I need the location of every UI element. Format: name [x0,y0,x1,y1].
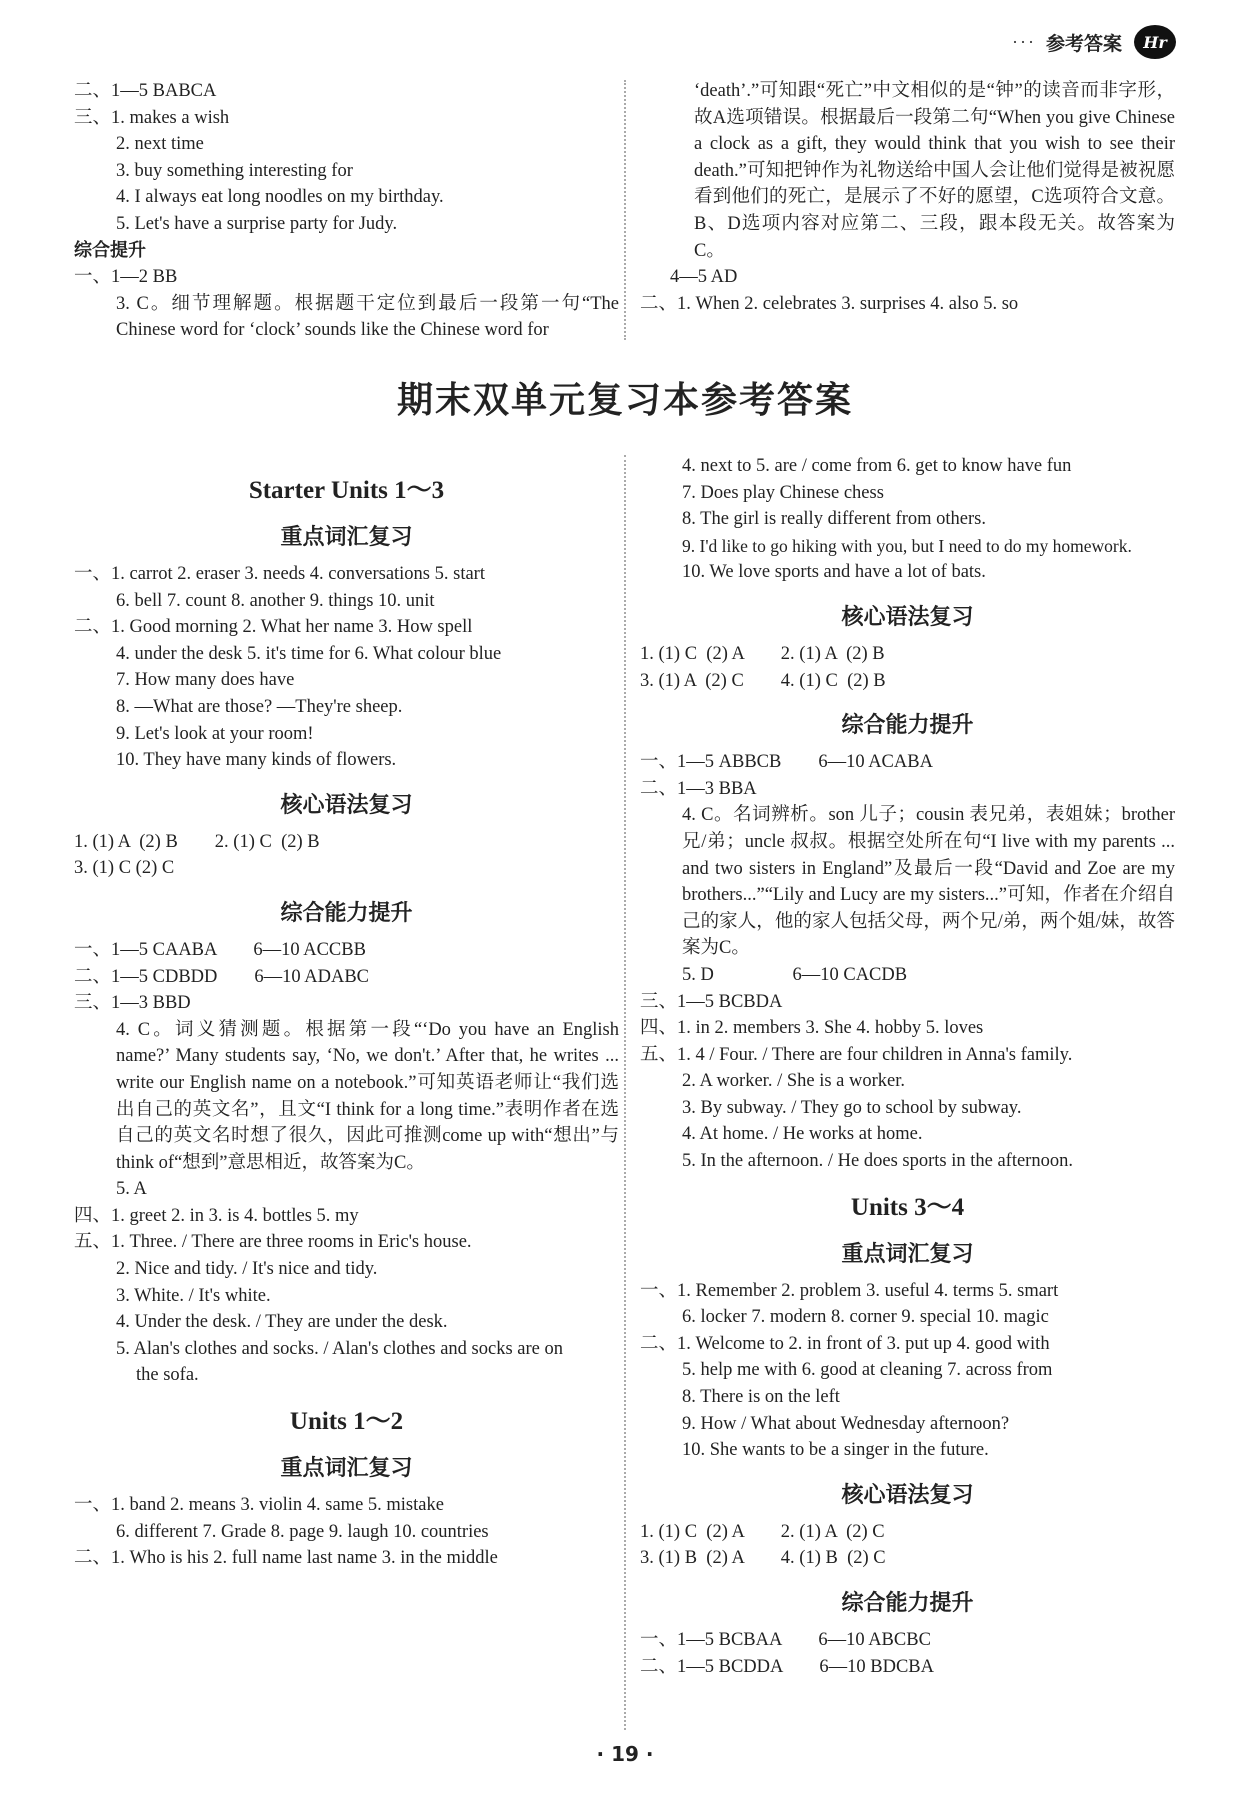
answer-line: 二、1. Welcome to 2. in front of 3. put up 4. good with [640,1333,1050,1354]
right-column [640,453,1175,1680]
column-divider-main [624,455,626,1730]
answer-line: 五、1. Three. / There are three rooms in Eric's house. [74,1232,472,1253]
answer-line: 8. The girl is really different from others. [682,509,986,530]
answer-line: 10. She wants to be a singer in the future. [682,1440,989,1461]
answer-line: 二、1. Good morning 2. What her name 3. How spell [74,617,473,638]
answer-line: 3. buy something interesting for [116,160,353,181]
answer-line: 4. I always eat long noodles on my birthday. [116,187,444,208]
answer-line: 1. (1) A (2) B 2. (1) C (2) B [74,831,320,852]
answer-line: 4. At home. / He works at home. [682,1124,923,1145]
svg-text:Hr: Hr [1143,33,1167,52]
answer-line: 10. They have many kinds of flowers. [116,750,397,771]
answer-line: 二、1. Who is his 2. full name last name 3. in the middle [74,1548,498,1569]
answer-line: 2. A worker. / She is a worker. [682,1071,906,1092]
header-dots: ··· [1012,31,1036,52]
answer-line: 二、1—5 BABCA [74,81,217,101]
main-title: 期末双单元复习本参考答案 [396,380,853,421]
section-title: 重点词汇复习 [280,525,413,550]
answer-line: 五、1. 4 / Four. / There are four children in Anna's family. [640,1044,1073,1065]
explanation-paragraph: 4. C。词义猜测题。根据第一段“‘Do you have an English name?’ Many students say, ‘No, we don't.’ After that, he writes ... write our English name on a notebook.”可知英语老师让“我们选出自己的英文名”，且文“I think for a long time.”表明作者在选自己的英文名时想了很久，因此可推测come up with“想出”与think of“想到”意思相近，故答案为C。 [116,1019,619,1173]
page-header [1012,22,1178,62]
explanation-paragraph: ‘death’.”可知跟“死亡”中文相似的是“钟”的读音而非字形，故A选项错误。根据最后一段第二句“When you give Chinese a clock as a gift, they would think that you wish to see their death.”可知把钟作为礼物送给中国人会让他们觉得是被祝愿看到他们的死亡，是展示了不好的愿望，C选项符合文意。B、D选项内容对应第二、三段，跟本段无关。故答案为C。 [694,81,1175,261]
answer-line: 7. Does play Chinese chess [682,482,884,503]
section-title: 综合能力提升 [280,900,413,926]
answer-line: 一、1—2 BB [74,267,178,288]
top-left-column [74,78,619,344]
answer-line: 3. (1) B (2) A 4. (1) B (2) C [640,1548,886,1569]
answer-line: 1. (1) C (2) A 2. (1) A (2) B [640,643,885,664]
answer-line: 一、1. carrot 2. eraser 3. needs 4. conversations 5. start [74,564,485,584]
section-title: 核心语法复习 [841,1482,974,1508]
page-number: · 19 · [596,1742,654,1766]
section-title: 核心语法复习 [280,792,413,818]
answer-line: 9. Let's look at your room! [116,723,314,744]
answer-line: 四、1. greet 2. in 3. is 4. bottles 5. my [74,1205,359,1226]
answer-line: 3. (1) C (2) C [74,858,175,879]
answer-line: 一、1—5 CAABA 6—10 ACCBB [74,939,366,960]
answer-line: 6. bell 7. count 8. another 9. things 10. unit [116,590,435,611]
answer-line: 一、1. band 2. means 3. violin 4. same 5. mistake [74,1495,444,1516]
answer-line: 二、1. When 2. celebrates 3. surprises 4. also 5. so [640,293,1019,314]
answer-line: 2. next time [116,134,204,155]
explanation-paragraph: 4. C。名词辨析。son 儿子；cousin 表兄弟，表姐妹；brother 兄/弟；uncle 叔叔。根据空处所在句“I live with my parents ... and two sisters in England”及最后一段“David and Zoe are my brothers...”“Lily and Lucy are my sisters...”可知，作者在介绍自己的家人，他的家人包括父母，两个兄/弟，两个姐/妹，故答案为C。 [682,805,1175,959]
section-heading: 综合提升 [74,239,146,261]
answer-line: 2. Nice and tidy. / It's nice and tidy. [116,1259,378,1280]
answer-line: 5. D 6—10 CACDB [682,964,908,985]
answer-line: 1. (1) C (2) A 2. (1) A (2) C [640,1521,885,1542]
answer-line: 5. Let's have a surprise party for Judy. [116,213,398,234]
answer-line: 二、1—3 BBA [640,778,757,799]
answer-line: 二、1—5 CDBDD 6—10 ADABC [74,966,369,987]
unit-title: Units 1～2 [289,1408,404,1436]
answer-line: 8. —What are those? —They're sheep. [116,696,403,717]
publisher-logo-icon [1132,22,1178,62]
answer-line: 4—5 AD [670,267,738,288]
answer-line: 9. I'd like to go hiking with you, but I need to do my homework. [682,535,1132,556]
answer-line: 一、1. Remember 2. problem 3. useful 4. terms 5. smart [640,1280,1059,1301]
answer-line: 5. A [116,1179,147,1200]
header-label: 参考答案 [1045,32,1122,55]
answer-line: 3. White. / It's white. [116,1285,271,1306]
answer-line: 8. There is on the left [682,1387,840,1408]
answer-line: the sofa. [136,1365,199,1386]
answer-line: 6. different 7. Grade 8. page 9. laugh 10. countries [116,1521,489,1542]
answer-line: 一、1—5 BCBAA 6—10 ABCBC [640,1630,931,1650]
answer-line: 二、1—5 BCDDA 6—10 BDCBA [640,1656,934,1677]
answer-line: 4. next to 5. are / come from 6. get to know have fun [682,456,1072,476]
answer-line: 7. How many does have [116,670,295,691]
answer-line: 三、1—3 BBD [74,993,191,1014]
unit-title: Starter Units 1～3 [248,477,445,504]
answer-line: 四、1. in 2. members 3. She 4. hobby 5. loves [640,1018,984,1039]
answer-line: 5. Alan's clothes and socks. / Alan's clothes and socks are on [116,1338,563,1359]
section-title: 重点词汇复习 [841,1241,974,1267]
column-divider-top [624,80,626,340]
answer-line: 三、1. makes a wish [74,107,230,128]
section-title: 重点词汇复习 [280,1456,413,1482]
answer-line: 9. How / What about Wednesday afternoon? [682,1413,1010,1434]
answer-line: 一、1—5 ABBCB 6—10 ACABA [640,752,933,773]
explanation-paragraph: 3. C。细节理解题。根据题干定位到最后一段第一句“The Chinese word for ‘clock’ sounds like the Chinese word for [116,293,619,341]
answer-line: 5. In the afternoon. / He does sports in the afternoon. [682,1151,1073,1172]
answer-line: 3. By subway. / They go to school by subway. [682,1097,1022,1118]
answer-line: 4. under the desk 5. it's time for 6. What colour blue [116,643,502,664]
answer-line: 10. We love sports and have a lot of bats. [682,562,986,583]
unit-title: Units 3～4 [850,1193,965,1221]
answer-line: 6. locker 7. modern 8. corner 9. special 10. magic [682,1307,1049,1328]
section-title: 综合能力提升 [841,1591,974,1616]
top-right-column [640,78,1175,317]
section-title: 综合能力提升 [841,713,974,739]
left-column [74,458,619,1572]
section-title: 核心语法复习 [841,604,974,630]
answer-line: 4. Under the desk. / They are under the desk. [116,1312,448,1333]
answer-line: 3. (1) A (2) C 4. (1) C (2) B [640,670,886,691]
answer-line: 5. help me with 6. good at cleaning 7. across from [682,1360,1053,1381]
answer-line: 三、1—5 BCBDA [640,991,783,1012]
